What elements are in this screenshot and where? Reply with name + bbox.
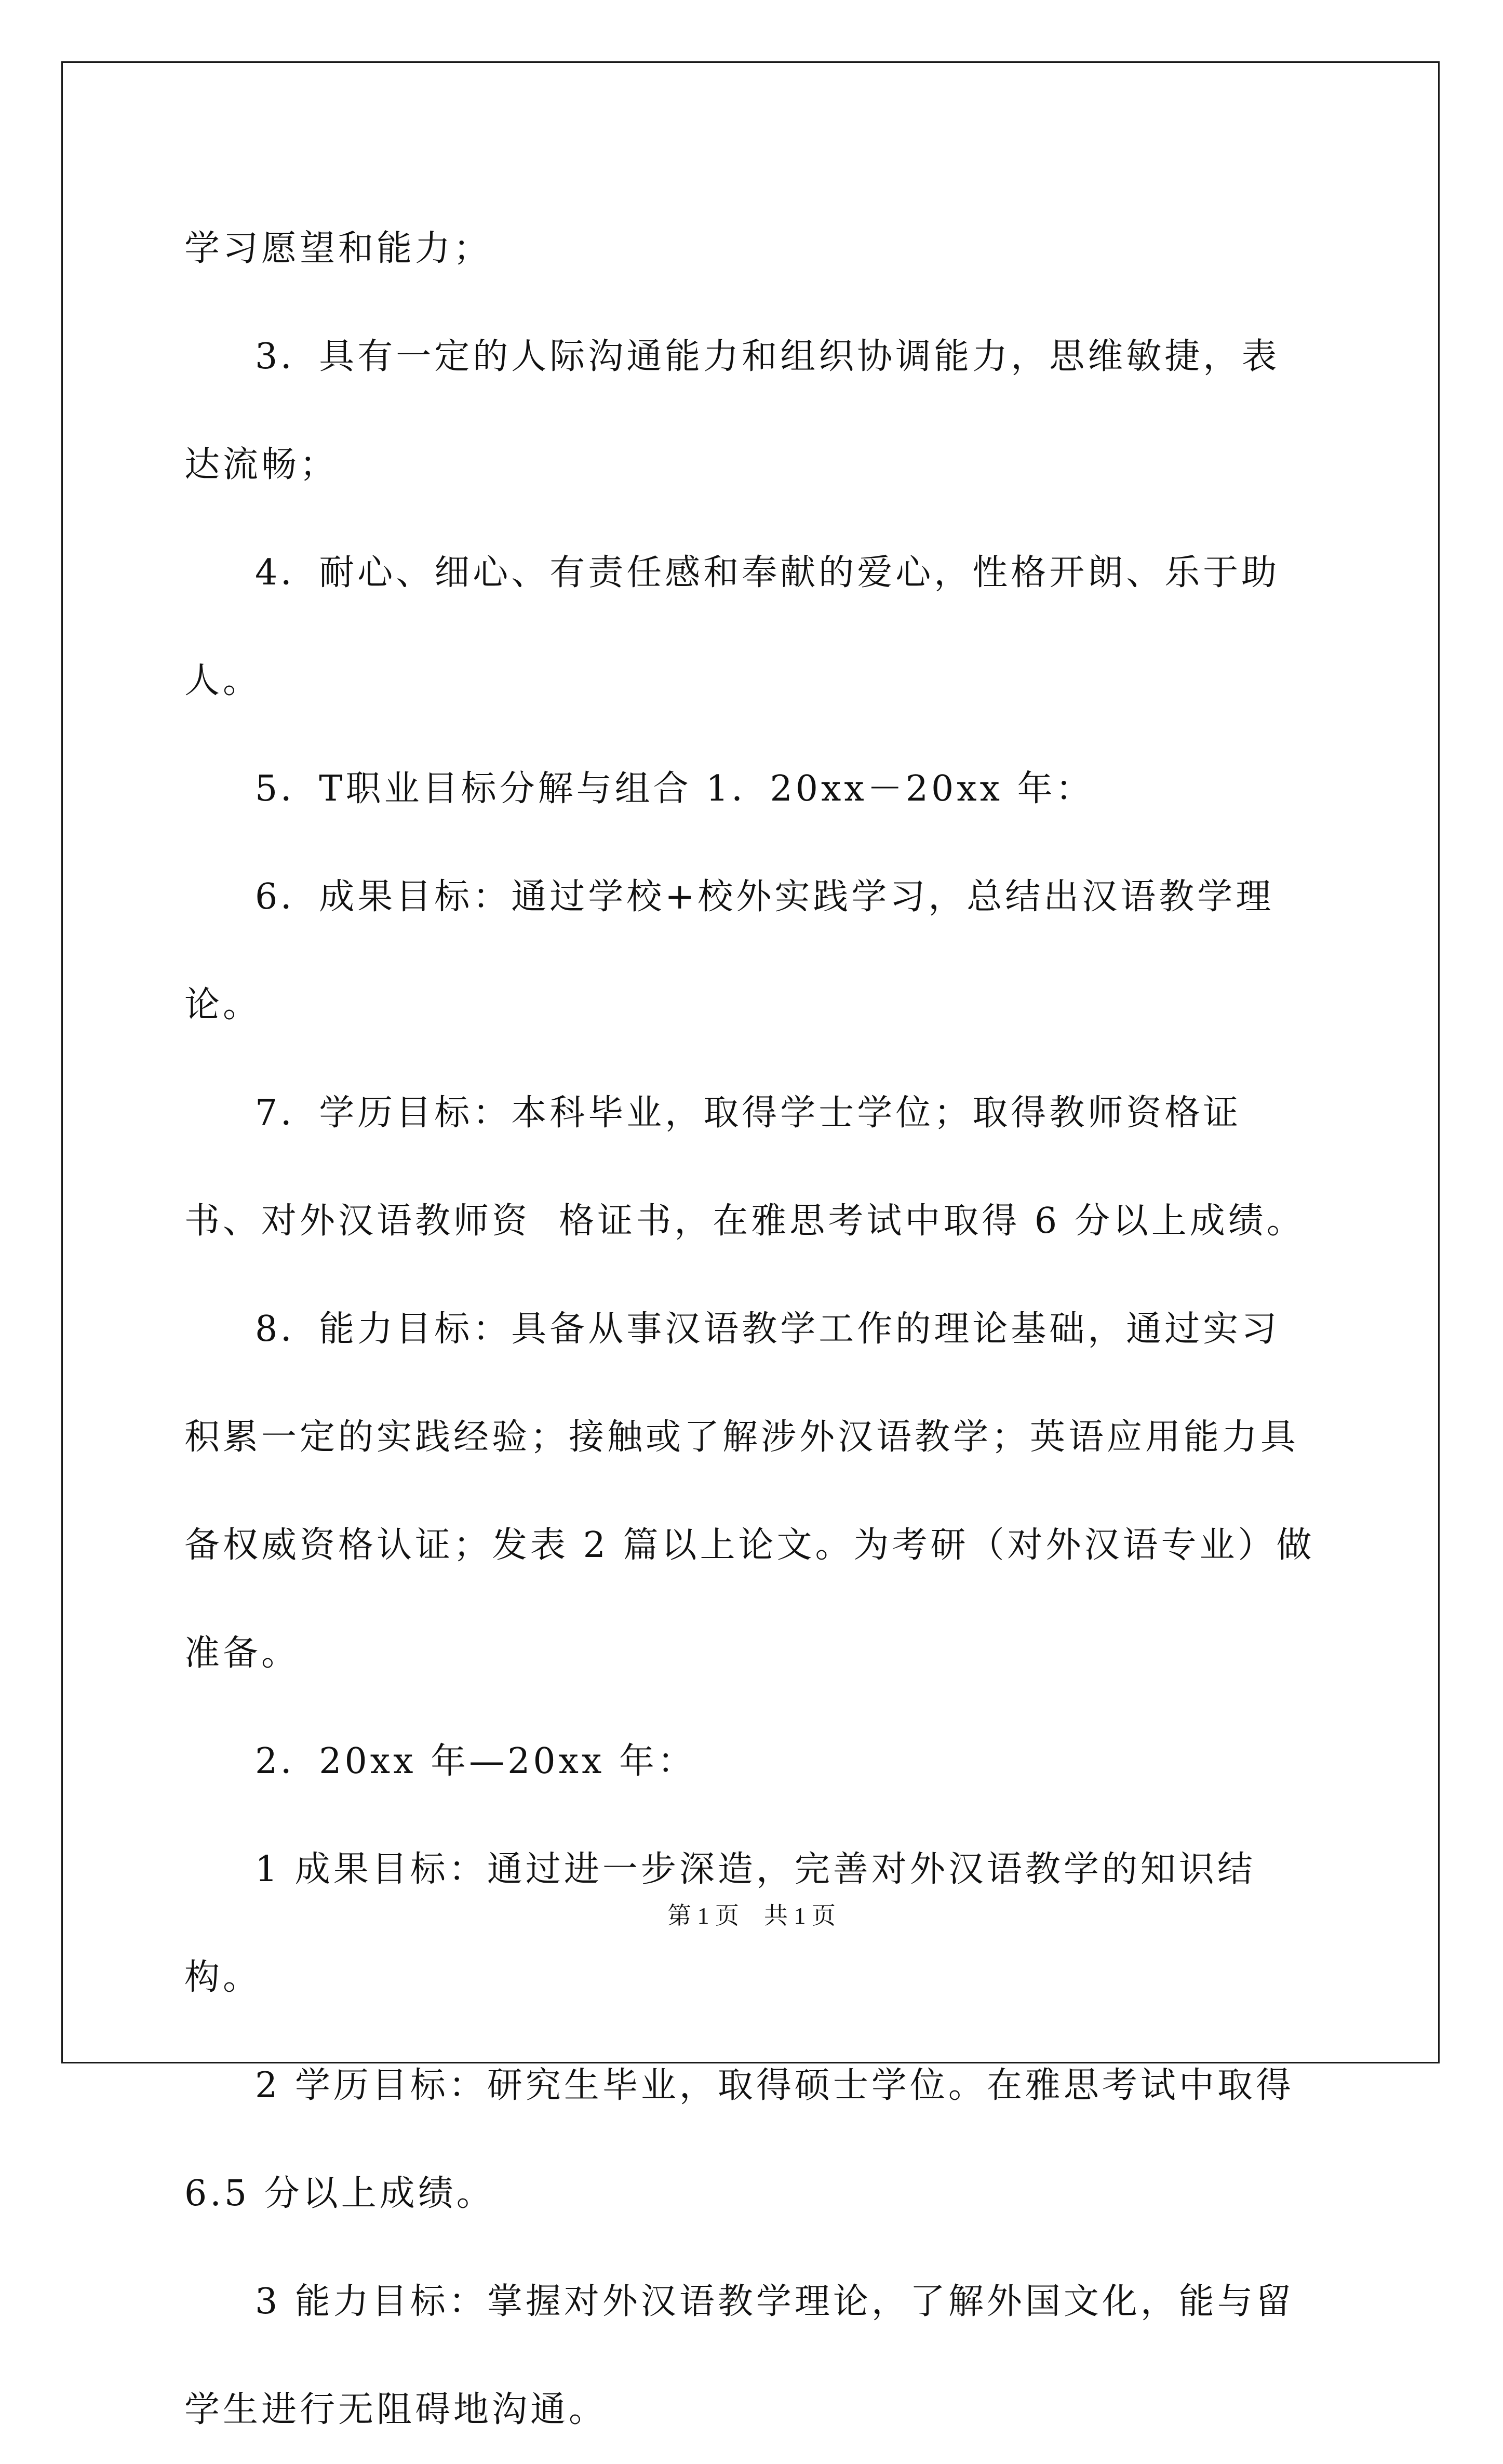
paragraph-4: 5．T职业目标分解与组合 1．20xx－20xx 年： <box>255 768 1094 809</box>
paragraph-2: 3．具有一定的人际沟通能力和组织协调能力，思维敏捷，表达流畅； <box>184 336 1280 485</box>
page-total: 共 1 页 <box>764 1902 836 1929</box>
paragraph-6: 7．学历目标：本科毕业，取得学士学位；取得教师资格证书、对外汉语教师资 格证书，在雅思考试中取得 6 分以上成绩。 <box>184 1093 1305 1242</box>
paragraph-1: 学习愿望和能力； <box>184 228 492 269</box>
paragraph-9: 1 成果目标：通过进一步深造，完善对外汉语教学的知识结构。 <box>184 1849 1256 1998</box>
page-footer <box>0 1900 1503 1932</box>
paragraph-3: 4．耐心、细心、有责任感和奉献的爱心，性格开朗、乐于助人。 <box>184 552 1280 701</box>
page-number: 第 1 页 <box>667 1902 739 1929</box>
paragraph-10: 2 学历目标：研究生毕业，取得硕士学位。在雅思考试中取得 6.5 分以上成绩。 <box>184 2065 1309 2214</box>
document-body <box>184 195 1317 2464</box>
paragraph-8: 2．20xx 年—20xx 年： <box>255 1741 696 1782</box>
paragraph-5: 6．成果目标：通过学校+校外实践学习，总结出汉语教学理论。 <box>184 876 1274 1025</box>
paragraph-11: 3 能力目标：掌握对外汉语教学理论，了解外国文化，能与留学生进行无阻碍地沟通。 <box>184 2281 1294 2430</box>
paragraph-7: 8．能力目标：具备从事汉语教学工作的理论基础，通过实习积累一定的实践经验；接触或了解涉外汉语教学；英语应用能力具备权威资格认证；发表 2 篇以上论文。为考研（对外汉语专业）做准备。 <box>184 1309 1315 1674</box>
